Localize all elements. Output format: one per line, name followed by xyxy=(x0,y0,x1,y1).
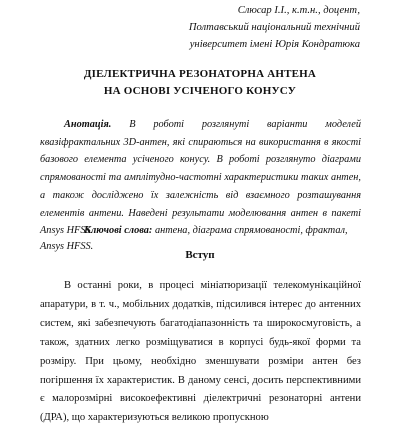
abstract-paragraph xyxy=(40,116,361,240)
title-line-1: ДІЕЛЕКТРИЧНА РЕЗОНАТОРНА АНТЕНА xyxy=(83,68,317,80)
abstract-text: В роботі розглянуті варіанти моделей квазіфрактальних 3D-антен, які спираються на використання в якості базового елемента усіченого конусу. В роботі розглянуто діаграми спрямованості та амплітудно-частотні характеристики таких антен, а також досліджено їх залежність від взаємного розташування елементів антени. Наведені результати моделювання антен в пакеті Ansys HFSS. xyxy=(40,119,361,237)
author-affiliation-line-1: Полтавський національний технічний xyxy=(188,22,360,33)
title-line-2: НА ОСНОВІ УСІЧЕНОГО КОНУСУ xyxy=(103,85,297,97)
keywords-label: Ключові слова: xyxy=(84,225,153,236)
keywords-text: антена, діаграма спрямованості, фрактал, Ansys HFSS. xyxy=(40,225,348,252)
author-name-line: Слюсар І.І., к.т.н., доцент, xyxy=(237,5,360,16)
author-block xyxy=(189,2,360,53)
abstract-label: Анотація. xyxy=(64,119,112,130)
section-heading: Вступ xyxy=(185,249,215,261)
paper-title xyxy=(40,66,360,100)
author-affiliation-line-2: університет імені Юрія Кондратюка xyxy=(189,39,360,50)
intro-paragraph: В останні роки, в процесі мініатюризації телекомунікаційної апаратури, в т. ч., мобільних додатків, підсилився інтерес до антенних систем, які забезпечують багатодіапазонність та широкосмуговість, а також, здатних легко розміщуватися в корпусі будь-якої форми та розміру. При цьому, необхідно зменшувати розміри антен без погіршення їх характеристик. В даному сенсі, досить перспективними є малорозмірні високоефективні діелектричні резонаторні антени (ДРА), що характеризуються великою пропускною xyxy=(40,280,361,424)
